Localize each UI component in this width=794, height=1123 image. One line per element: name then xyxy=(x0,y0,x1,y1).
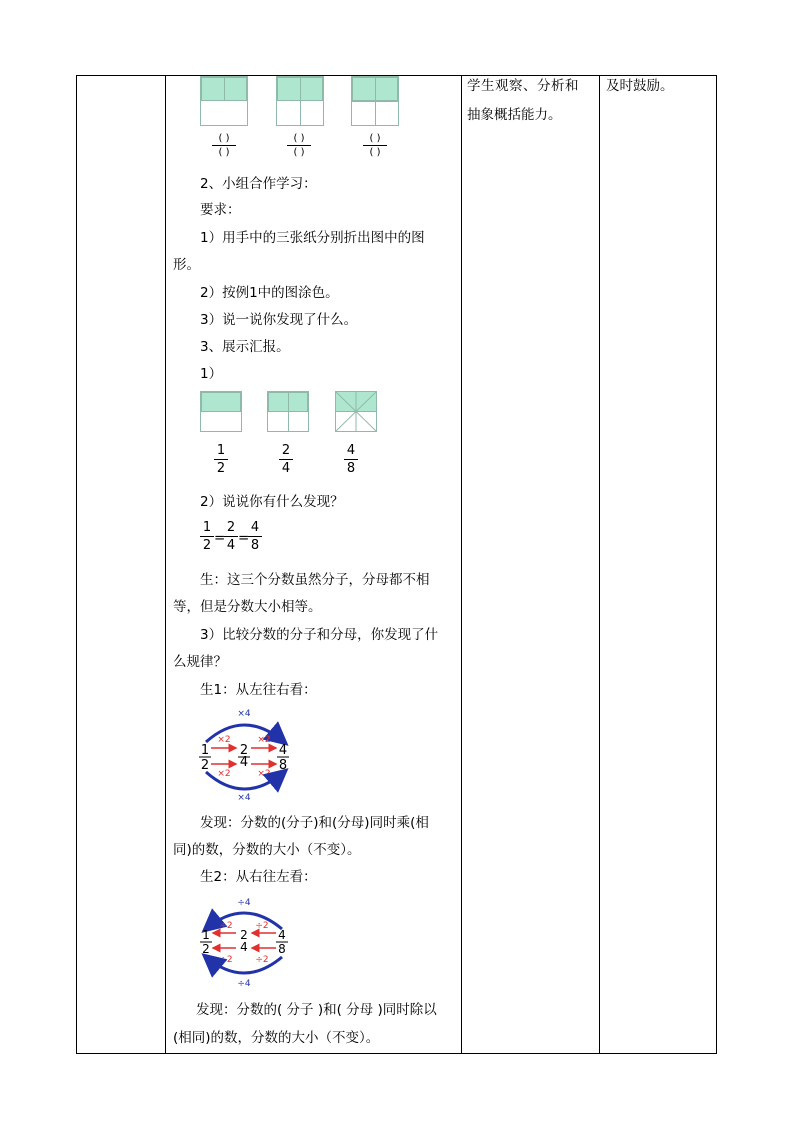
outer-top-arrow xyxy=(206,913,282,929)
den-3: 8 xyxy=(278,942,286,956)
column-divider xyxy=(599,76,600,1053)
equals-sign-1: = xyxy=(214,530,226,546)
num-3: 4 xyxy=(278,743,288,758)
section-2-title: 2、小组合作学习： xyxy=(200,176,317,192)
eq-fraction-3: 4 8 xyxy=(248,520,262,553)
requirements-label: 要求： xyxy=(200,202,241,218)
eq-fraction-2: 2 4 xyxy=(224,520,238,553)
blank-fraction-2[interactable]: ( ) ( ) xyxy=(287,133,311,158)
student-answer-b: 等，但是分数大小相等。 xyxy=(173,599,322,615)
grid-quarters xyxy=(267,391,309,432)
student-answer-a: 生：这三个分数虽然分子，分母都不相 xyxy=(200,572,430,588)
step-label-1: ÷2 xyxy=(219,921,233,931)
num-3: 4 xyxy=(278,928,286,942)
student-2-label: 生2：从右往左看： xyxy=(200,869,317,885)
col4-line1: 及时鼓励。 xyxy=(606,78,674,94)
den-3: 8 xyxy=(278,758,288,773)
requirement-1b: 形。 xyxy=(173,257,200,273)
student-1-label: 生1：从左往右看： xyxy=(200,682,317,698)
finding-1b: 同)的数，分数的大小（不变）。 xyxy=(173,842,361,858)
num-2: 2 xyxy=(240,928,248,942)
den-2: 4 xyxy=(240,940,248,954)
step-label-4: ×2 xyxy=(257,769,271,779)
requirement-3: 3）说一说你发现了什么。 xyxy=(200,312,358,328)
finding-2b: (相同)的数，分数的大小（不变）。 xyxy=(173,1030,380,1046)
step-label-2: ×2 xyxy=(257,735,271,745)
grid-top-2 xyxy=(276,76,324,126)
num-1: 1 xyxy=(202,928,210,942)
fraction-4-8: 4 8 xyxy=(344,443,358,476)
den-2: 4 xyxy=(239,755,249,770)
step-label-1: ×2 xyxy=(217,735,231,745)
step-label-3: ÷2 xyxy=(219,955,233,965)
eighths-lines xyxy=(335,391,377,432)
col3-line1: 学生观察、分析和 xyxy=(467,78,579,94)
multiply-diagram xyxy=(196,704,302,802)
outer-bottom-label: ÷4 xyxy=(237,979,251,989)
finding-2a: 发现：分数的( 分子 )和( 分母 )同时除以 xyxy=(196,1002,437,1018)
num-2: 2 xyxy=(239,743,249,758)
grid-top-1 xyxy=(200,76,248,126)
den-1: 2 xyxy=(200,758,210,773)
num-1: 1 xyxy=(200,743,210,758)
requirement-2: 2）按例1中的图涂色。 xyxy=(200,285,339,301)
report-item-3a: 3）比较分数的分子和分母，你发现了什 xyxy=(200,627,439,643)
outer-bottom-label: ×4 xyxy=(237,793,251,802)
fraction-2-4: 2 4 xyxy=(279,443,293,476)
report-item-2: 2）说说你有什么发现？ xyxy=(200,494,344,510)
column-divider xyxy=(165,76,166,1053)
blank-fraction-3[interactable]: ( ) ( ) xyxy=(363,133,387,158)
equals-sign-2: = xyxy=(238,530,250,546)
outer-bottom-arrow xyxy=(206,957,282,973)
requirement-1a: 1）用手中的三张纸分别折出图中的图 xyxy=(200,230,425,246)
step-label-4: ÷2 xyxy=(255,955,269,965)
outer-top-label: ÷4 xyxy=(237,898,251,908)
eq-fraction-1: 1 2 xyxy=(200,520,214,553)
lesson-table xyxy=(76,75,717,1054)
column-divider xyxy=(461,76,462,1053)
report-item-1: 1） xyxy=(200,366,223,382)
fraction-1-2: 1 2 xyxy=(214,443,228,476)
col3-line2: 抽象概括能力。 xyxy=(467,107,562,123)
report-item-3b: 么规律？ xyxy=(173,654,227,670)
outer-top-label: ×4 xyxy=(237,709,251,719)
blank-fraction-1[interactable]: ( ) ( ) xyxy=(212,133,236,158)
den-1: 2 xyxy=(202,942,210,956)
divide-diagram xyxy=(196,893,296,989)
step-label-2: ÷2 xyxy=(255,921,269,931)
finding-1a: 发现：分数的(分子)和(分母)同时乘(相 xyxy=(200,815,429,831)
section-3-title: 3、展示汇报。 xyxy=(200,339,290,355)
step-label-3: ×2 xyxy=(217,769,231,779)
grid-top-3 xyxy=(351,76,399,126)
grid-half xyxy=(200,391,242,432)
grid-eighths xyxy=(335,391,377,432)
